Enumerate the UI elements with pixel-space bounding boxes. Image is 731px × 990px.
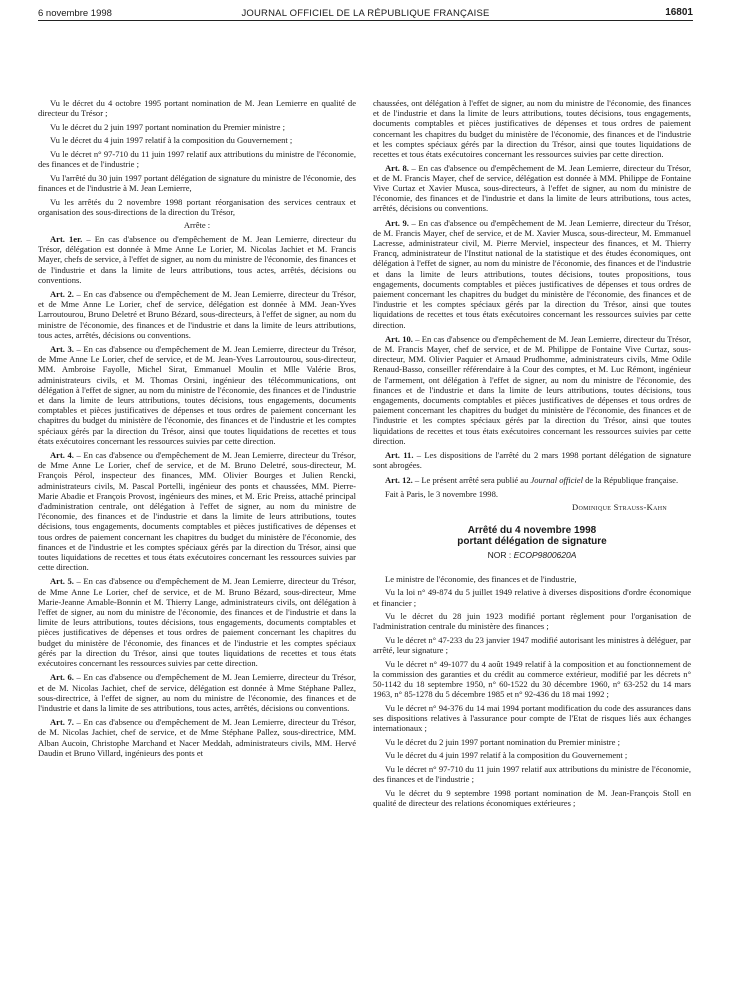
article-paragraph	[38, 344, 356, 446]
article-paragraph	[38, 234, 356, 285]
visa-paragraph: Vu le décret n° 97-710 du 11 juin 1997 relatif aux attributions du ministre de l'économie, des finances et de l'industrie ;	[38, 148, 356, 170]
visa-paragraph: Vu le décret du 28 juin 1923 modifié portant règlement pour l'organisation de l'administration centrale du ministère des finances ;	[373, 611, 691, 632]
visa-paragraph: Vu le décret du 4 octobre 1995 portant nomination de M. Jean Lemierre en qualité de directeur du Trésor ;	[38, 98, 356, 119]
articles-list	[38, 234, 356, 758]
nor-label: NOR :	[487, 549, 514, 560]
visa-paragraph: Vu le décret du 2 juin 1997 portant nomination du Premier ministre ;	[385, 736, 620, 747]
article-label: Art. 9.	[385, 217, 409, 228]
journal-title: JOURNAL OFFICIEL DE LA RÉPUBLIQUE FRANÇAISE	[241, 8, 490, 19]
article-label: Art. 10.	[385, 333, 413, 344]
arrete-title	[373, 525, 691, 548]
article-paragraph	[38, 576, 356, 668]
article-paragraph	[38, 289, 356, 340]
journal-reference: Journal officiel	[530, 474, 583, 485]
arrete-title-line-1: Arrêté du 4 novembre 1998	[467, 524, 597, 536]
visa-paragraph: Vu le décret du 4 juin 1997 relatif à la composition du Gouvernement ;	[50, 135, 293, 146]
article-label: Art. 6.	[50, 672, 74, 683]
visa-paragraph: Vu le décret n° 97-710 du 11 juin 1997 relatif aux attributions du ministre de l'économie, des finances et de l'industrie ;	[373, 764, 691, 785]
article-label: Art. 8.	[385, 162, 409, 173]
article-12	[373, 475, 691, 485]
signature: Dominique Strauss-Kahn	[571, 502, 667, 513]
visa-paragraph: Vu les arrêtés du 2 novembre 1998 portant réorganisation des services centraux et organisation des sous-directions de la direction du Trésor,	[38, 196, 356, 217]
page-number: 16801	[665, 7, 693, 18]
article-paragraph	[373, 334, 691, 446]
nor-code: ECOP9800620A	[513, 549, 577, 560]
article-paragraph	[38, 672, 356, 713]
article-text: – Les dispositions de l'arrêté du 2 mars 1998 portant délégation de signature sont abrogées.	[373, 450, 691, 471]
article-label: Art. 7.	[50, 717, 74, 728]
article-label: Art. 3.	[50, 344, 74, 354]
arrete-title-line-2: portant délégation de signature	[457, 536, 607, 547]
visa-paragraph: Vu le décret du 4 juin 1997 relatif à la composition du Gouvernement ;	[385, 750, 628, 761]
visa-paragraph: Vu le décret du 9 septembre 1998 portant nomination de M. Jean-François Stoll en qualité de directeur des relations économiques extérieures ;	[373, 787, 691, 809]
visa-paragraph: Vu le décret n° 47-233 du 23 janvier 1947 modifié autorisant les ministres à déléguer, par arrêté, leur signature ;	[373, 634, 691, 656]
article-text: – En cas d'absence ou d'empêchement de M. Jean Lemierre, directeur du Trésor, de M. Nicolas Jachiet, chef de service, et de Mme Stéphane Pallez, sous-directrice, MM. Alban Aucoin, Christophe Marchand et Nacer Meddah, administrateurs civils, MM. Hervé Daudin et Bruno Villard, ingénieurs des ponts et	[38, 717, 356, 758]
article-text: – En cas d'absence ou d'empêchement de M. Jean Lemierre, directeur du Trésor, et de Mme Anne Le Lorier, chef de service, délégation est donnée à MM. Jean-Yves Larroutourou, Bruno Deletré et Bruno Bézard, sous-directeurs, à l'effet de signer, au nom du ministre de l'économie, des finances et de l'industrie et dans la limite de leurs attributions, tous actes, arrêtés, décisions ou conventions.	[38, 288, 356, 340]
article-text: – En cas d'absence ou d'empêchement de M. Jean Lemierre, directeur du Trésor, délégation est donnée à Mme Anne Le Lorier, M. Nicolas Jachiet et M. Francis Mayer, chefs de service, à l'effet de signer, au nom du ministre de l'économie, des finances et de l'industrie et dans la limite de leurs attributions, tous actes, arrêtés, décisions ou conventions.	[38, 233, 356, 285]
article-paragraph	[373, 450, 691, 470]
articles-list-continued	[373, 163, 691, 471]
article-label: Art. 5.	[50, 576, 74, 587]
nor-reference	[373, 550, 691, 560]
article-paragraph	[373, 163, 691, 214]
article-text-end: de la République française.	[582, 474, 679, 485]
article-paragraph	[38, 450, 356, 572]
article-text: – En cas d'absence ou d'empêchement de M. Jean Lemierre, directeur du Trésor, et de M. Nicolas Jachiet, chef de service, délégation est donnée à Mme Stéphane Pallez, sous-directrice, à l'effet de signer, au nom du ministre de l'économie, des finances et de l'industrie et dans la limite de ses attributions, tous actes, arrêtés, décisions ou conventions.	[38, 672, 356, 713]
visas-list-2	[373, 574, 691, 809]
article-label: Art. 12.	[385, 474, 413, 485]
article-paragraph	[373, 218, 691, 330]
right-column	[373, 98, 691, 812]
article-text: – En cas d'absence ou d'empêchement de M. Jean Lemierre, directeur du Trésor, de Mme Anne Le Lorier, chef de service, et de M. Jean-Yves Larroutourou, sous-directeur, MM. Ambroise Fayolle, Michel Sirat, Emmanuel Moulin et Mlle Valérie Bros, administrateurs civils, et M. Thomas Orsini, ingénieur des télécommunications, ont délégation à l'effet de signer, au nom du ministre de l'économie, des finances et de l'industrie et dans la limite de leurs attributions, toutes décisions, tous engagements, documents comptables et pièces justificatives de dépenses et tous ordres de paiement concernant les chapitres du budget du ministère de l'économie, des finances et de l'industrie et les comptes spéciaux gérés par la direction du Trésor, ainsi que toutes liquidations de recettes et tous états exécutoires concernant les ressources suivies par cette direction.	[38, 344, 356, 446]
article-paragraph	[38, 717, 356, 758]
visa-paragraph: Vu la loi n° 49-874 du 5 juillet 1949 relative à diverses dispositions d'ordre économique et financier ;	[373, 587, 691, 608]
article-text: – En cas d'absence ou d'empêchement de M. Jean Lemierre, directeur du Trésor, de Mme Anne Le Lorier, chef de service, et de M. Bruno Bézard, sous-directeur, Mme Marie-Jeanne Amable-Bonnin et M. Thierry Lange, administrateurs civils, ont délégation à l'effet de signer, au nom du ministre de l'économie, des finances et de l'industrie et dans la limite de leurs attributions, toutes décisions, tous engagements, documents comptables et pièces justificatives de dépenses et tous ordres de paiement concernant les chapitres du budget du ministère de l'économie, des finances et de l'industrie et les comptes spéciaux gérés par la direction du Trésor, ainsi que toutes liquidations de recettes et tous états exécutoires concernant les ressources suivies par cette direction.	[38, 576, 356, 669]
header-rule	[38, 20, 693, 21]
article-label: Art. 2.	[50, 288, 74, 299]
article-label: Art. 11.	[385, 450, 414, 461]
article-continuation: chaussées, ont délégation à l'effet de signer, au nom du ministre de l'économie, des finances et de l'industrie et dans la limite de leurs attributions, toutes décisions, tous engagements, documents comptables et pièces justificatives de dépenses et tous ordres de paiement concernant les chapitres du budget du ministère de l'économie, des finances et de l'industrie et les comptes spéciaux gérés par la direction du Trésor, ainsi que toutes liquidations de recettes et tous états exécutoires concernant les ressources suivies par cette direction.	[373, 98, 691, 160]
arrete-heading: Arrête :	[183, 220, 211, 231]
article-text: – En cas d'absence ou d'empêchement de M. Jean Lemierre, directeur du Trésor, de M. Francis Mayer, chef de service, et de M. Xavier Musca, sous-directeur, M. Emmanuel Lacresse, administrateur civil, M. Pierre Merviel, inspecteur des finances, et M. Thierry Francq, administrateur de l'Institut national de la statistique et des études économiques, ont délégation à l'effet de signer, au nom du ministre de l'économie, des finances et de l'industrie et dans la limite de leurs attributions, toutes décisions, toutes propositions, tous engagements, documents comptables et pièces justificatives de dépenses et tous ordres de paiement concernant les chapitres du budget du ministère de l'économie, des finances et de l'industrie et les comptes spéciaux gérés par la direction du Trésor, ainsi que toutes liquidations de recettes et tous états exécutoires concernant les ressources suivies par cette direction.	[373, 217, 691, 330]
visas-list	[38, 98, 356, 217]
header-date: 6 novembre 1998	[38, 8, 112, 19]
article-text: – Le présent arrêté sera publié au	[412, 474, 531, 485]
visa-paragraph: Vu le décret n° 94-376 du 14 mai 1994 portant modification du code des assurances dans ses dispositions relatives à l'assurance pour compte de l'Etat de risques liés aux échanges internationaux ;	[373, 702, 691, 734]
fait-a-paris: Fait à Paris, le 3 novembre 1998.	[385, 488, 498, 499]
article-text: – En cas d'absence ou d'empêchement de M. Jean Lemierre, directeur du Trésor, de Mme Anne Le Lorier, chef de service, et de M. Bruno Deletré, sous-directeur, M. François Pérol, inspecteur des finances, MM. Olivier Bourges et Julien Rencki, administrateurs civils, M. Pascal Portelli, ingénieur des ponts et chaussées, MM. Pierre-Marie Abadie et François Provost, ingénieurs des mines, et M. Eric Preiss, attaché principal d'administration centrale, ont délégation à l'effet de signer, au nom du ministre de l'économie, des finances et de l'industrie et dans la limite de leurs attributions, toutes décisions, tous engagements, documents comptables et pièces justificatives de dépenses et tous ordres de paiement concernant les chapitres du budget du ministère de l'économie, des finances et de l'industrie et les comptes spéciaux gérés par la direction du Trésor, ainsi que toutes liquidations de recettes et tous états exécutoires concernant les ressources suivies par cette direction.	[38, 450, 356, 573]
visa-paragraph: Le ministre de l'économie, des finances et de l'industrie,	[385, 573, 577, 584]
visa-paragraph: Vu le décret du 2 juin 1997 portant nomination du Premier ministre ;	[50, 121, 285, 132]
article-text: – En cas d'absence ou d'empêchement de M. Jean Lemierre, directeur du Trésor, et de M. Francis Mayer, chef de service, délégation est donnée à MM. Philippe de Fontaine Vive Curtaz et Xavier Musca, sous-directeurs, à l'effet de signer, au nom du ministre de l'économie, des finances et de l'industrie et dans la limite de leurs attributions, tous actes, arrêtés, décisions ou conventions.	[373, 162, 691, 214]
left-column	[38, 98, 356, 762]
visa-paragraph: Vu le décret n° 49-1077 du 4 août 1949 relatif à la composition et au fonctionnement de la commission des garanties et du crédit au commerce extérieur, modifié par les décrets n° 50-1142 du 18 septembre 1950, n° 60-1522 du 30 décembre 1960, n° 63-252 du 14 mars 1963, n° 85-1278 du 5 décembre 1985 et n° 92-436 du 18 mai 1992 ;	[373, 658, 691, 700]
article-label: Art. 1er.	[50, 233, 83, 244]
article-label: Art. 4.	[50, 450, 74, 461]
article-text: – En cas d'absence ou d'empêchement de M. Jean Lemierre, directeur du Trésor, de M. Francis Mayer, chef de service, et de M. Philippe de Fontaine Vive Curtaz, sous-directeur, MM. Olivier Paquier et Arnaud Prudhomme, administrateurs civils, Mme Odile Renaud-Basso, conseiller référendaire à la Cour des comptes, et M. Luc Rémont, ingénieur de l'armement, ont délégation à l'effet de signer, au nom du ministre de l'économie, des finances et de l'industrie et dans la limite de leurs attributions, toutes décisions, tous engagements, documents comptables et pièces justificatives de dépenses et tous ordres de paiement concernant les chapitres du budget du ministère de l'économie, des finances et de l'industrie et les comptes spéciaux gérés par la direction du Trésor, ainsi que toutes liquidations de recettes et tous états exécutoires concernant les ressources suivies par cette direction.	[373, 333, 691, 446]
visa-paragraph: Vu l'arrêté du 30 juin 1997 portant délégation de signature du ministre de l'économie, des finances et de l'industrie à M. Jean Lemierre,	[38, 172, 356, 193]
